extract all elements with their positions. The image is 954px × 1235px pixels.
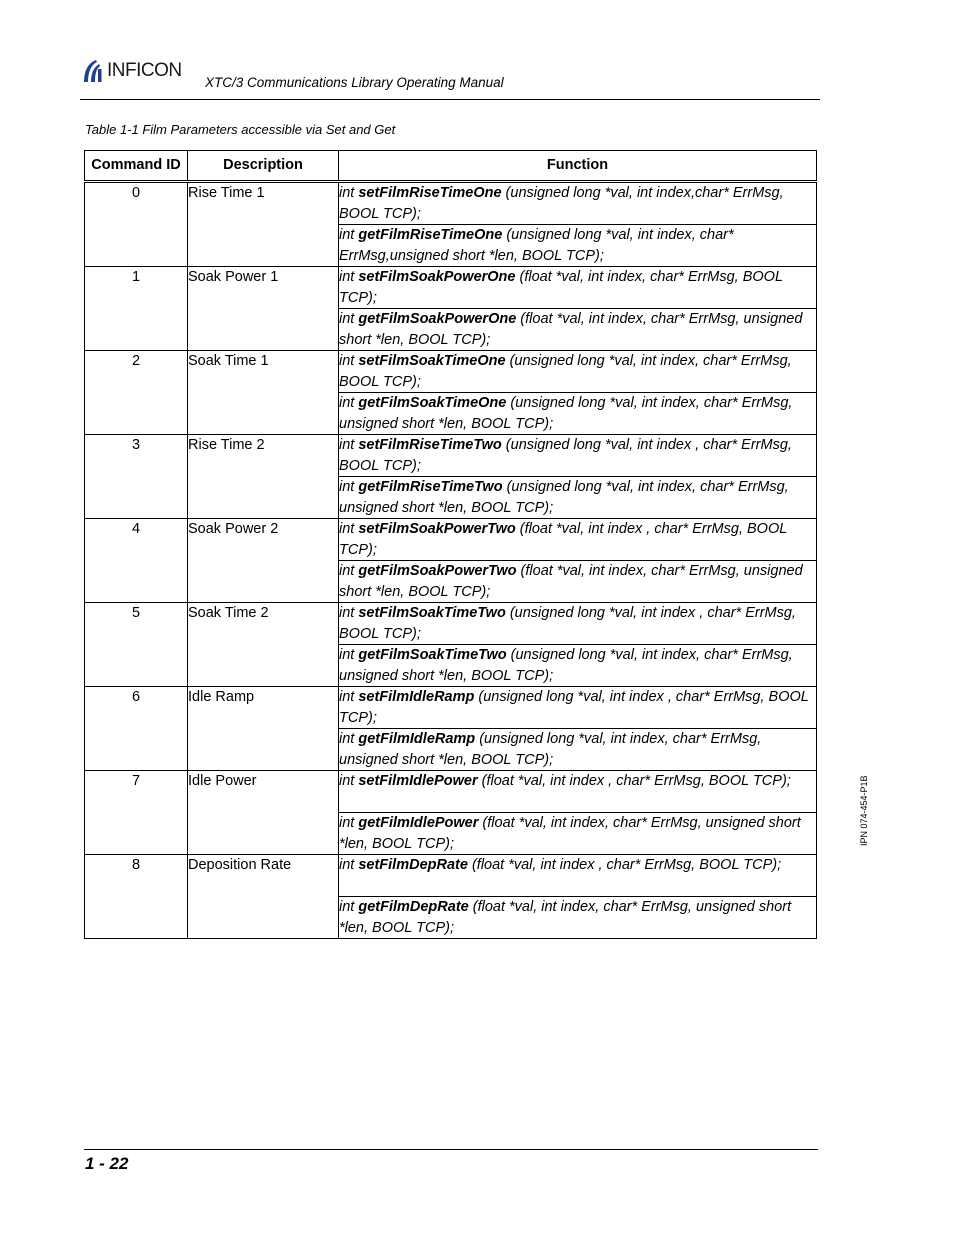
command-id-cell: 2 <box>85 351 188 435</box>
command-id-cell: 0 <box>85 182 188 267</box>
function-name: getFilmRiseTimeOne <box>358 227 503 243</box>
get-function-cell <box>339 225 817 267</box>
table-row <box>85 771 817 813</box>
function-arguments: (float *val, int index, char* ErrMsg, unsigned short *len, BOOL TCP); <box>339 899 792 936</box>
inficon-logo <box>82 59 182 83</box>
function-return-type: int <box>339 731 359 747</box>
get-function-cell <box>339 813 817 855</box>
get-function-cell <box>339 309 817 351</box>
function-return-type: int <box>339 899 359 915</box>
function-arguments: (float *val, int index , char* ErrMsg, BOOL TCP); <box>467 857 782 873</box>
description-cell: Rise Time 2 <box>188 435 339 519</box>
table-caption: Table 1-1 Film Parameters accessible via Set and Get <box>85 122 396 137</box>
command-id-cell: 6 <box>85 687 188 771</box>
command-id-cell: 3 <box>85 435 188 519</box>
function-name: getFilmIdlePower <box>358 815 479 831</box>
function-name: setFilmSoakPowerOne <box>358 269 516 285</box>
function-arguments: (unsigned long *val, int index, char* ErrMsg, unsigned short *len, BOOL TCP); <box>339 479 789 516</box>
description-cell: Soak Power 2 <box>188 519 339 603</box>
description-cell: Soak Time 2 <box>188 603 339 687</box>
get-function-cell <box>339 729 817 771</box>
table-row <box>85 351 817 393</box>
set-function-cell <box>339 435 817 477</box>
table-body <box>85 182 817 939</box>
function-name: getFilmIdleRamp <box>358 731 476 747</box>
function-name: setFilmDepRate <box>358 857 468 873</box>
function-return-type: int <box>339 311 359 327</box>
command-id-cell: 4 <box>85 519 188 603</box>
function-arguments: (unsigned long *val, int index , char* ErrMsg, BOOL TCP); <box>339 437 792 474</box>
function-name: setFilmIdlePower <box>358 773 478 789</box>
table-row <box>85 855 817 897</box>
function-arguments: (unsigned long *val, int index , char* ErrMsg, BOOL TCP); <box>339 689 809 726</box>
manual-title: XTC/3 Communications Library Operating Manual <box>205 75 504 90</box>
function-arguments: (float *val, int index, char* ErrMsg, unsigned short *len, BOOL TCP); <box>339 311 803 348</box>
function-return-type: int <box>339 395 359 411</box>
get-function-cell <box>339 897 817 939</box>
set-function-cell <box>339 519 817 561</box>
function-name: setFilmSoakPowerTwo <box>358 521 516 537</box>
function-name: setFilmRiseTimeOne <box>358 185 502 201</box>
table-row <box>85 435 817 477</box>
get-function-cell <box>339 645 817 687</box>
get-function-cell <box>339 393 817 435</box>
function-name: setFilmIdleRamp <box>358 689 475 705</box>
column-header-description: Description <box>188 151 339 182</box>
command-id-cell: 7 <box>85 771 188 855</box>
function-arguments: (float *val, int index , char* ErrMsg, BOOL TCP); <box>477 773 791 789</box>
function-return-type: int <box>339 185 359 201</box>
function-return-type: int <box>339 857 359 873</box>
command-id-cell: 8 <box>85 855 188 939</box>
function-name: setFilmRiseTimeTwo <box>358 437 502 453</box>
table-row <box>85 267 817 309</box>
function-arguments: (float *val, int index, char* ErrMsg, unsigned short *len, BOOL TCP); <box>339 563 803 600</box>
function-return-type: int <box>339 521 359 537</box>
description-cell: Soak Time 1 <box>188 351 339 435</box>
film-parameters-table <box>84 150 817 939</box>
header-divider <box>80 99 820 100</box>
set-function-cell <box>339 351 817 393</box>
function-arguments: (unsigned long *val, int index, char* ErrMsg, unsigned short *len, BOOL TCP); <box>339 731 762 768</box>
document-code: IPN 074-454-P1B <box>859 775 869 846</box>
function-return-type: int <box>339 479 359 495</box>
function-arguments: (unsigned long *val, int index, char* ErrMsg, BOOL TCP); <box>339 353 792 390</box>
function-name: getFilmDepRate <box>358 899 469 915</box>
function-return-type: int <box>339 353 359 369</box>
function-name: getFilmRiseTimeTwo <box>358 479 503 495</box>
inficon-logo-icon <box>82 59 104 83</box>
function-name: getFilmSoakPowerOne <box>358 311 517 327</box>
function-return-type: int <box>339 437 359 453</box>
table-row <box>85 687 817 729</box>
function-return-type: int <box>339 773 359 789</box>
function-arguments: (unsigned long *val, int index, char* ErrMsg, unsigned short *len, BOOL TCP); <box>339 395 793 432</box>
command-id-cell: 1 <box>85 267 188 351</box>
description-cell: Soak Power 1 <box>188 267 339 351</box>
command-id-cell: 5 <box>85 603 188 687</box>
table-row <box>85 603 817 645</box>
logo-wordmark: INFICON <box>107 60 182 81</box>
description-cell: Idle Ramp <box>188 687 339 771</box>
function-name: getFilmSoakPowerTwo <box>358 563 517 579</box>
function-arguments: (float *val, int index , char* ErrMsg, BOOL TCP); <box>339 521 788 558</box>
description-cell: Deposition Rate <box>188 855 339 939</box>
set-function-cell <box>339 771 817 813</box>
column-header-function: Function <box>339 151 817 182</box>
function-arguments: (unsigned long *val, int index,char* ErrMsg, BOOL TCP); <box>339 185 784 222</box>
set-function-cell <box>339 687 817 729</box>
function-name: getFilmSoakTimeOne <box>358 395 507 411</box>
get-function-cell <box>339 477 817 519</box>
function-return-type: int <box>339 815 359 831</box>
set-function-cell <box>339 182 817 225</box>
set-function-cell <box>339 267 817 309</box>
table-row <box>85 182 817 225</box>
function-return-type: int <box>339 563 359 579</box>
description-cell: Rise Time 1 <box>188 182 339 267</box>
function-return-type: int <box>339 605 359 621</box>
function-arguments: (float *val, int index, char* ErrMsg, BOOL TCP); <box>339 269 783 306</box>
function-name: getFilmSoakTimeTwo <box>358 647 507 663</box>
set-function-cell <box>339 603 817 645</box>
function-name: setFilmSoakTimeTwo <box>358 605 506 621</box>
function-arguments: (unsigned long *val, int index, char* ErrMsg, unsigned short *len, BOOL TCP); <box>339 647 793 684</box>
function-name: setFilmSoakTimeOne <box>358 353 506 369</box>
get-function-cell <box>339 561 817 603</box>
table-header-row <box>85 151 817 182</box>
function-return-type: int <box>339 227 359 243</box>
function-return-type: int <box>339 269 359 285</box>
description-cell: Idle Power <box>188 771 339 855</box>
column-header-command-id: Command ID <box>85 151 188 182</box>
page-number: 1 - 22 <box>85 1154 129 1173</box>
function-arguments: (unsigned long *val, int index, char* ErrMsg,unsigned short *len, BOOL TCP); <box>339 227 734 264</box>
function-arguments: (unsigned long *val, int index , char* ErrMsg, BOOL TCP); <box>339 605 796 642</box>
set-function-cell <box>339 855 817 897</box>
table-row <box>85 519 817 561</box>
function-arguments: (float *val, int index, char* ErrMsg, unsigned short *len, BOOL TCP); <box>339 815 801 852</box>
function-return-type: int <box>339 689 359 705</box>
function-return-type: int <box>339 647 359 663</box>
footer-divider <box>84 1149 818 1150</box>
